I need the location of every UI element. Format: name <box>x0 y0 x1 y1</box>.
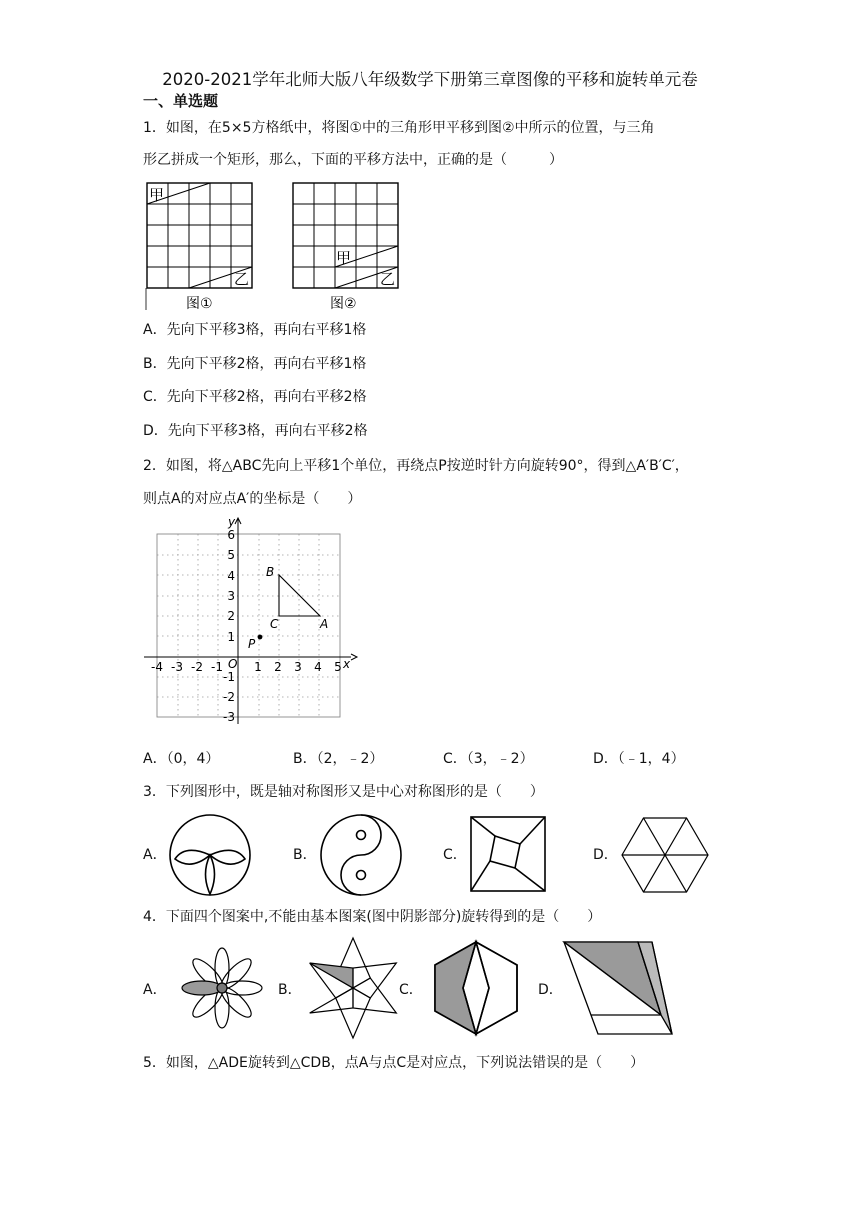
fig1-caption: 图① <box>186 296 213 312</box>
q4-option-b-star-rhombi <box>300 935 406 1041</box>
fig1-label-yi: 乙 <box>234 270 250 288</box>
q2-axis-y-label: y <box>228 515 236 529</box>
q2-y-tick-label: -2 <box>223 690 235 704</box>
q2-option-a: A．（0，4） <box>143 751 220 767</box>
q2-y-tick-label: 3 <box>227 589 235 603</box>
q4-option-d-parallelogram <box>560 940 676 1038</box>
q2-x-tick-label: 3 <box>294 660 302 674</box>
q2-vertex-a-label: A <box>320 617 329 631</box>
q2-x-tick-label: -1 <box>211 660 223 674</box>
q2-point-p <box>258 635 263 640</box>
q4-label-b: B． <box>278 982 302 998</box>
q1-stem-line1: 1．如图，在5×5方格纸中，将图①中的三角形甲平移到图②中所示的位置，与三角 <box>143 120 655 136</box>
q2-x-tick-label: -4 <box>151 660 163 674</box>
q2-triangle-abc <box>279 575 320 616</box>
q2-stem-line1: 2．如图，将△ABC先向上平移1个单位，再绕点P按逆时针方向旋转90°，得到△A′B′C′， <box>143 458 689 474</box>
q4-option-c-hexagon <box>433 940 519 1036</box>
q2-x-tick-label: -3 <box>171 660 183 674</box>
q2-y-tick-label: 1 <box>227 630 235 644</box>
fig2-caption: 图② <box>330 296 357 312</box>
q2-option-d: D．（﹣1，4） <box>593 751 685 767</box>
q2-origin-label: O <box>228 657 238 671</box>
q2-y-tick-label: -1 <box>223 670 235 684</box>
q2-vertex-c-label: C <box>270 617 279 631</box>
q3-label-b: B． <box>293 847 317 863</box>
q2-x-tick-label: 5 <box>334 660 342 674</box>
q3-label-c: C． <box>443 847 467 863</box>
q2-y-tick-label: 2 <box>227 609 235 623</box>
q2-y-tick-label: 5 <box>227 548 235 562</box>
q2-stem-line2: 则点A的对应点A′的坐标是（ ） <box>143 491 362 507</box>
q3-stem: 3．下列图形中，既是轴对称图形又是中心对称图形的是（ ） <box>143 784 544 800</box>
fig2-label-yi: 乙 <box>380 270 396 288</box>
q4-label-c: C． <box>399 982 423 998</box>
q2-x-tick-label: -2 <box>191 660 203 674</box>
q3-label-a: A． <box>143 847 167 863</box>
q4-option-a-flower <box>172 941 272 1035</box>
section-heading: 一、单选题 <box>143 92 219 110</box>
q1-stem-line2: 形乙拼成一个矩形，那么，下面的平移方法中，正确的是（ ） <box>143 152 563 168</box>
q2-point-p-label: P <box>248 637 256 651</box>
q1-figure-2 <box>286 180 411 312</box>
q5-stem: 5．如图，△ADE旋转到△CDB，点A与点C是对应点，下列说法错误的是（ ） <box>143 1055 645 1071</box>
q2-x-tick-label: 4 <box>314 660 322 674</box>
q2-coordinate-plane <box>140 512 360 742</box>
fig2-label-jia: 甲 <box>336 249 352 267</box>
q2-axis-x-label: x <box>343 657 351 671</box>
q1-option-d: D．先向下平移3格，再向右平移2格 <box>143 423 368 439</box>
q2-grid-border <box>157 534 340 717</box>
q3-option-d-hexagon <box>620 816 710 894</box>
q1-option-a: A．先向下平移3格，再向右平移1格 <box>143 322 367 338</box>
q2-option-c: C．（3，﹣2） <box>443 751 534 767</box>
q3-label-d: D． <box>593 847 618 863</box>
q2-y-tick-label: -3 <box>223 710 235 724</box>
q3-option-b-yin-yang <box>318 812 404 898</box>
document-title: 2020-2021学年北师大版八年级数学下册第三章图像的平移和旋转单元卷 <box>162 70 698 89</box>
fig1-label-jia: 甲 <box>149 186 165 204</box>
q2-option-b: B．（2，﹣2） <box>293 751 384 767</box>
q2-x-tick-label: 1 <box>254 660 262 674</box>
q2-x-tick-label: 2 <box>274 660 282 674</box>
q4-label-a: A． <box>143 982 167 998</box>
q1-option-c: C．先向下平移2格，再向右平移2格 <box>143 389 367 405</box>
q2-y-tick-label: 4 <box>227 569 235 583</box>
q2-vertex-b-label: B <box>266 565 275 579</box>
q1-option-b: B．先向下平移2格，再向右平移1格 <box>143 356 367 372</box>
q4-stem: 4．下面四个图案中,不能由基本图案(图中阴影部分)旋转得到的是（ ） <box>143 909 602 925</box>
q3-option-a-trefoil-circle <box>167 812 253 898</box>
q2-y-tick-label: 6 <box>227 528 235 542</box>
q4-label-d: D． <box>538 982 563 998</box>
q1-figure-1 <box>140 180 265 312</box>
q3-option-c-square-pinwheel <box>468 814 548 894</box>
